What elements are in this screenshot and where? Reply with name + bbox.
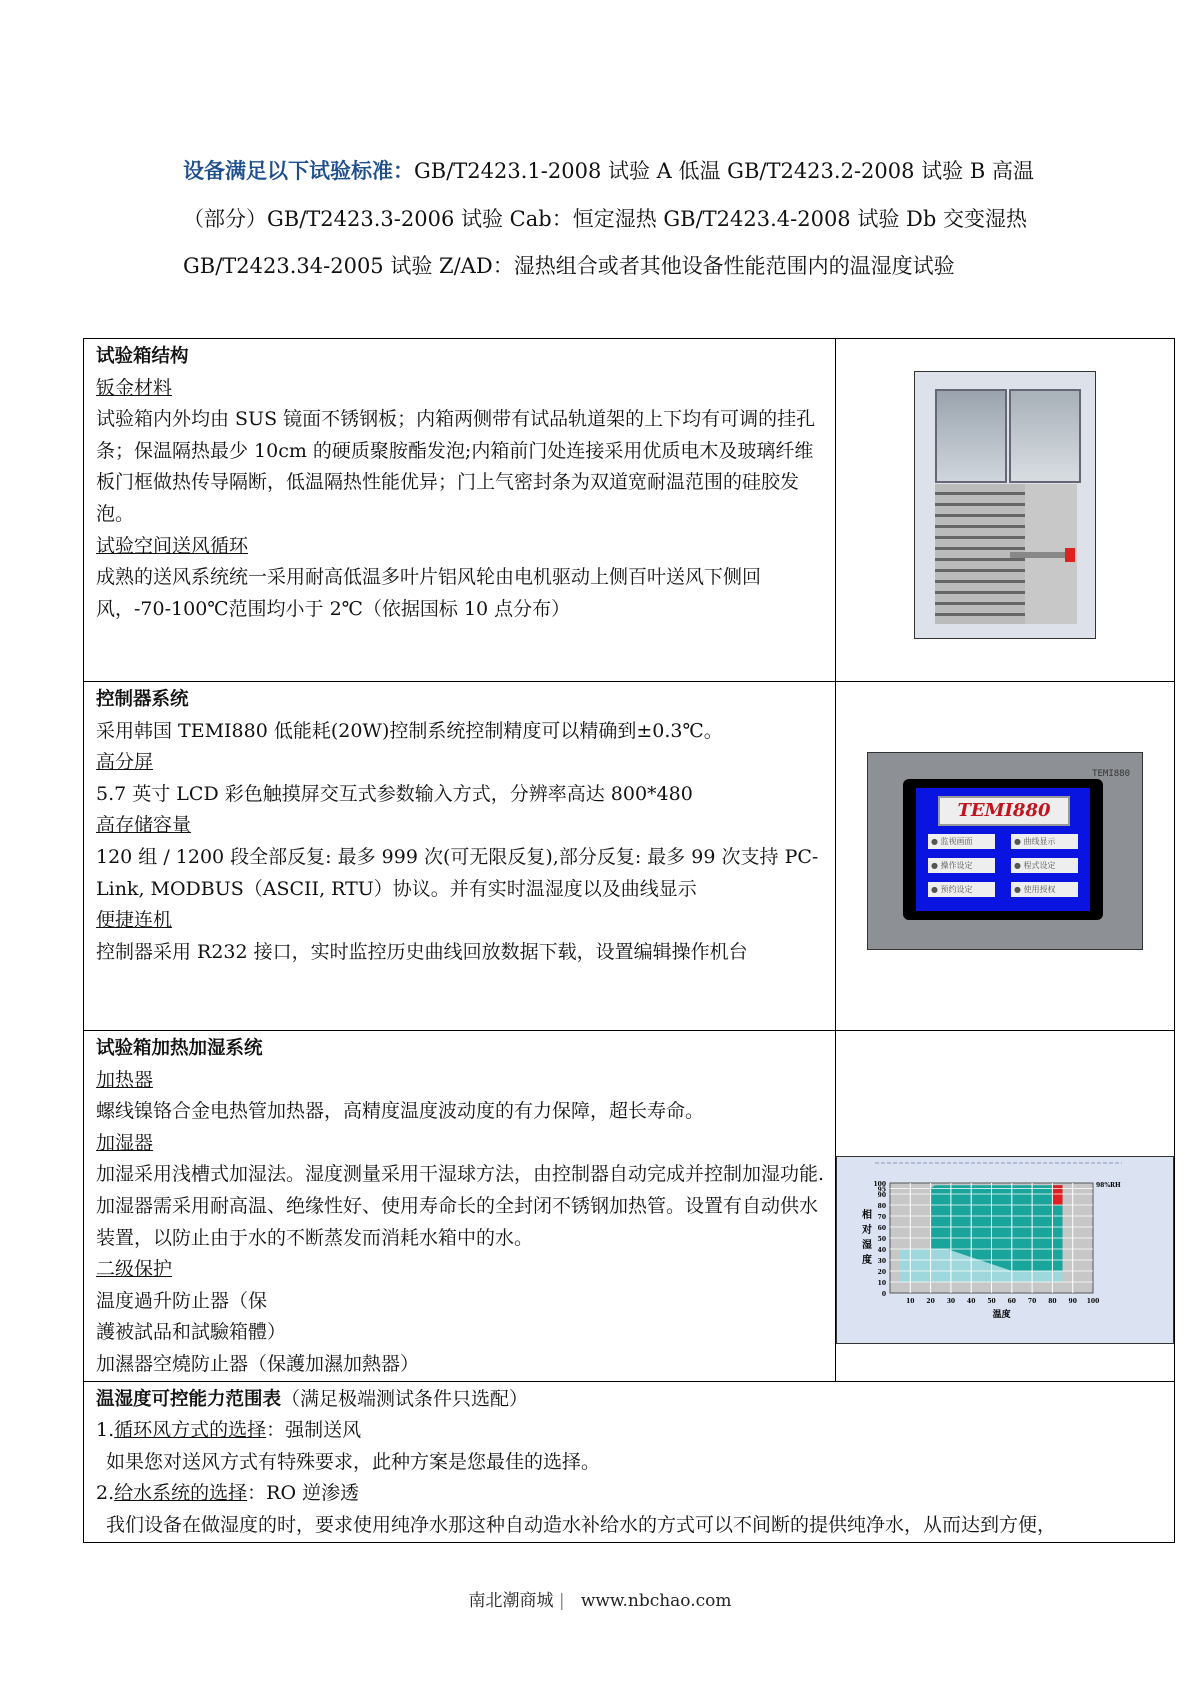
paragraph: 控制器采用 R232 接口，实时监控历史曲线回放数据下载，设置编辑操作机台 (96, 940, 748, 963)
subheading: 钣金材料 (96, 376, 173, 399)
y-tick-label: 30 (877, 1257, 886, 1265)
y-tick-label: 20 (877, 1268, 886, 1276)
y-tick-label: 0 (881, 1290, 886, 1298)
intro-text: GB/T2423.1-2008 试验 A 低温 GB/T2423.2-2008 试验 B 高温（部分）GB/T2423.3-2006 试验 Cab：恒定湿热 GB/T2423.4-2008 试验 Db 交变湿热 GB/T2423.34-2005 试验 Z/AD：湿热组合或者其他设备性能范围内的温湿度试验 (183, 159, 1034, 278)
y-axis-label: 相对湿度 (859, 1208, 871, 1269)
x-tick-label: 30 (946, 1297, 956, 1305)
item-value: ：强制送风 (266, 1419, 362, 1442)
controller-logo: TEMI880 (938, 796, 1070, 826)
paragraph: 我们设备在做湿度的时，要求使用纯净水那这种自动造水补给水的方式可以不间断的提供纯净水，从而达到方便， (106, 1513, 1057, 1536)
paragraph: 120 组 / 1200 段全部反复: 最多 999 次(可无限反复),部分反复: 最多 99 次支持 PC-Link, MODBUS（ASCII, RTU）协议。并有实时温湿度以及曲线显示 (96, 845, 819, 900)
section-title: 温湿度可控能力范围表 (96, 1388, 282, 1410)
x-tick-label: 60 (1007, 1297, 1016, 1305)
item-number: 1. (96, 1419, 115, 1442)
section-title: 试验箱结构 (96, 346, 189, 367)
subheading: 高存储容量 (96, 814, 192, 837)
y-tick-label: 70 (877, 1213, 886, 1221)
y-tick-label: 40 (877, 1246, 886, 1254)
footer (0, 1586, 1200, 1611)
intro-paragraph (183, 148, 1043, 291)
paragraph: 成熟的送风系统统一采用耐高低温多叶片铝风轮由电机驱动上侧百叶送风下侧回风，-70-100℃范围均小于 2℃（依据国标 10 点分布） (96, 566, 762, 620)
controller-screen-button: ● 监视画面 (928, 834, 995, 849)
y-tick-label: 95 (877, 1186, 886, 1194)
chart-svg (837, 1157, 1173, 1343)
footer-separator: | (558, 1591, 565, 1611)
y-tick-label: 60 (877, 1224, 886, 1232)
controller-screen-button: ● 曲线显示 (1011, 834, 1078, 849)
subheading: 循环风方式的选择 (114, 1419, 267, 1442)
y-tick-label: 90 (877, 1191, 886, 1199)
x-tick-label: 10 (906, 1297, 915, 1305)
paragraph: 加湿采用浅槽式加湿法。湿度测量采用干湿球方法，由控制器自动完成并控制加湿功能.加湿器需采用耐高温、绝缘性好、使用寿命长的全封闭不锈钢加热管。设置有自动供水装置，以防止由于水的不断蒸发而消耗水箱中的水。 (96, 1163, 825, 1249)
y-tick-label: 80 (877, 1202, 886, 1210)
x-tick-label: 70 (1027, 1297, 1037, 1305)
x-tick-label: 90 (1068, 1297, 1077, 1305)
x-tick-label: 100 (1086, 1297, 1100, 1305)
controller-screen-button: ● 操作设定 (928, 858, 995, 873)
controller-screen-button: ● 程式设定 (1011, 858, 1078, 873)
table-row-controller (84, 682, 1175, 1031)
x-tick-label: 20 (926, 1297, 935, 1305)
x-axis-label: 温度 (992, 1309, 1011, 1320)
paragraph: 如果您对送风方式有特殊要求，此种方案是您最佳的选择。 (106, 1450, 601, 1473)
section-title: 试验箱加热加湿系统 (96, 1038, 263, 1059)
subheading: 加热器 (96, 1068, 154, 1091)
section-note: （满足极端测试条件只选配） (281, 1387, 529, 1410)
section-title: 控制器系统 (96, 689, 189, 710)
subheading: 便捷连机 (96, 909, 173, 932)
paragraph: 5.7 英寸 LCD 彩色触摸屏交互式参数输入方式，分辨率高达 800*480 (96, 782, 693, 805)
intro-lead: 设备满足以下试验标准： (183, 159, 414, 183)
paragraph: 螺线镍铬合金电热管加热器，高精度温度波动度的有力保障，超长寿命。 (96, 1100, 705, 1123)
paragraph: 温度過升防止器（保 護被試品和試驗箱體） 加濕器空燒防止器（保護加濕加熱器） (96, 1289, 420, 1375)
footer-site-name: 南北潮商城 (468, 1591, 554, 1611)
item-value: ：RO 逆渗透 (247, 1482, 360, 1505)
y-tick-label: 50 (877, 1235, 886, 1243)
controller-brand: TEMI880 (1092, 768, 1130, 779)
y-tick-label: 100 (873, 1180, 886, 1188)
y-tick-label: 10 (877, 1279, 886, 1287)
subheading: 试验空间送风循环 (96, 534, 249, 557)
x-tick-label: 40 (967, 1297, 976, 1305)
subheading: 加湿器 (96, 1131, 154, 1154)
paragraph: 试验箱内外均由 SUS 镜面不锈钢板；内箱两侧带有试品轨道架的上下均有可调的挂孔条；保温隔热最少 10cm 的硬质聚胺酯发泡;内箱前门处连接采用优质电木及玻璃纤维板门框做热传导隔断，低温隔热性能优异；门上气密封条为双道宽耐温范围的硅胶发泡。 (96, 408, 816, 525)
x-tick-label: 50 (987, 1297, 996, 1305)
subheading: 给水系统的选择 (114, 1482, 248, 1505)
table-row-range (84, 1381, 1175, 1542)
controller-screen-button: ● 预约设定 (928, 882, 995, 897)
subheading: 高分屏 (96, 751, 154, 774)
spec-table (83, 338, 1175, 1543)
chart-annotation: 98%RH (1096, 1181, 1121, 1189)
humidity-range-chart (836, 1156, 1174, 1344)
chamber-photo (914, 371, 1096, 639)
paragraph: 采用韩国 TEMI880 低能耗(20W)控制系统控制精度可以精确到±0.3℃。 (96, 719, 723, 742)
footer-url[interactable]: www.nbchao.com (580, 1591, 732, 1611)
item-number: 2. (96, 1482, 115, 1505)
x-tick-label: 80 (1048, 1297, 1057, 1305)
table-row-structure (84, 339, 1175, 682)
controller-screen-button: ● 使用授权 (1011, 882, 1078, 897)
controller-image (867, 752, 1143, 950)
table-row-heating (84, 1031, 1175, 1382)
subheading: 二级保护 (96, 1258, 173, 1281)
